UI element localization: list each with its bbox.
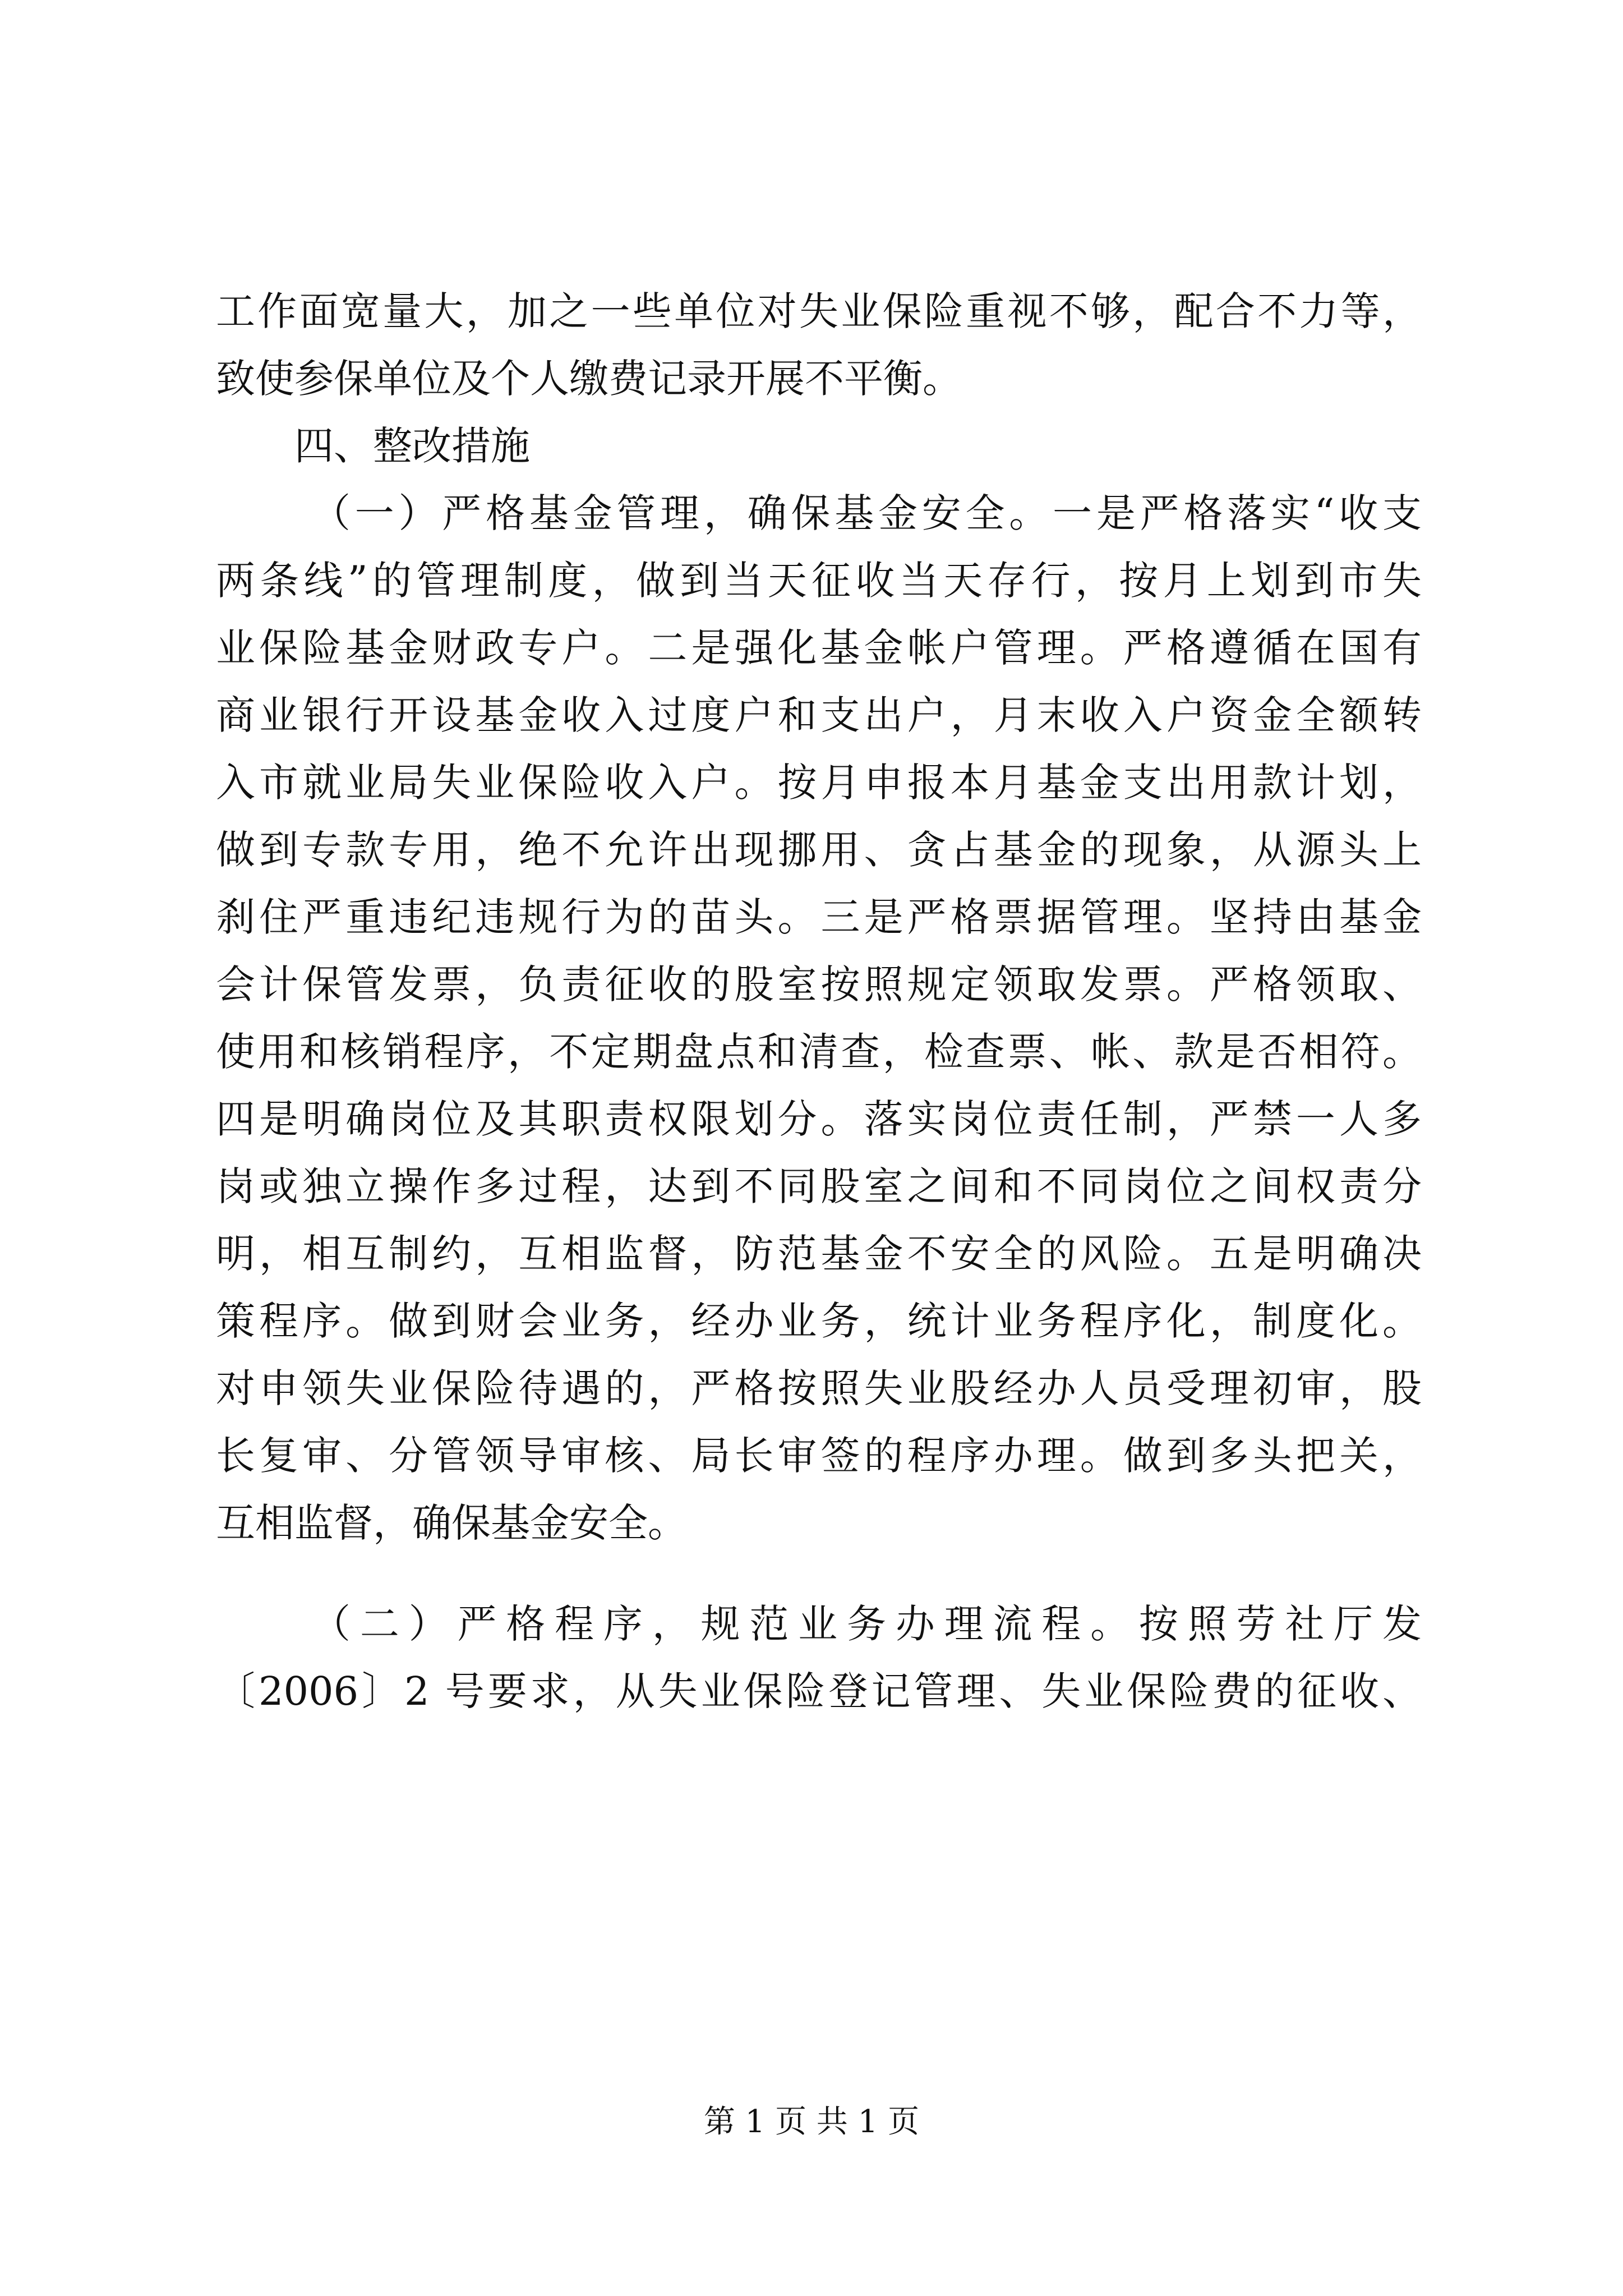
text-line: 岗或独立操作多过程，达到不同股室之间和不同岗位之间权责分 <box>216 1163 1422 1209</box>
text-line: 明，相互制约，互相监督，防范基金不安全的风险。五是明确决 <box>216 1231 1422 1277</box>
text-line: 策程序。做到财会业务，经办业务，统计业务程序化，制度化。 <box>216 1298 1422 1344</box>
text-line: 对申领失业保险待遇的，严格按照失业股经办人员受理初审，股 <box>216 1365 1422 1411</box>
text-line: 工作面宽量大，加之一些单位对失业保险重视不够，配合不力等， <box>216 288 1422 334</box>
text-line: 会计保管发票，负责征收的股室按照规定领取发票。严格领取、 <box>216 961 1422 1007</box>
text-line: 商业银行开设基金收入过度户和支出户，月末收入户资金全额转 <box>216 692 1422 738</box>
text-line: 四是明确岗位及其职责权限划分。落实岗位责任制，严禁一人多 <box>216 1096 1422 1142</box>
text-line: 业保险基金财政专户。二是强化基金帐户管理。严格遵循在国有 <box>216 625 1422 671</box>
text-line: 做到专款专用，绝不允许出现挪用、贪占基金的现象，从源头上 <box>216 827 1422 873</box>
text-line: 互相监督，确保基金安全。 <box>216 1500 687 1546</box>
section-heading: 四、整改措施 <box>294 423 530 469</box>
text-line: （一）严格基金管理，确保基金安全。一是严格落实“收支 <box>311 490 1422 536</box>
text-line: （二）严格程序，规范业务办理流程。按照劳社厅发 <box>311 1601 1422 1647</box>
text-line: 长复审、分管领导审核、局长审签的程序办理。做到多头把关， <box>216 1433 1422 1479</box>
text-line: 〔2006〕2 号要求，从失业保险登记管理、失业保险费的征收、 <box>216 1668 1422 1714</box>
text-line: 入市就业局失业保险收入户。按月申报本月基金支出用款计划， <box>216 760 1422 806</box>
text-line: 使用和核销程序，不定期盘点和清查，检查票、帐、款是否相符。 <box>216 1029 1422 1075</box>
text-line: 致使参保单位及个人缴费记录开展不平衡。 <box>216 356 962 402</box>
document-body <box>216 278 1422 1725</box>
text-line: 两条线”的管理制度，做到当天征收当天存行，按月上划到市失 <box>216 558 1422 604</box>
paragraph-gap <box>216 1557 1422 1590</box>
text-line: 刹住严重违纪违规行为的苗头。三是严格票据管理。坚持由基金 <box>216 894 1422 940</box>
page-footer: 第 1 页 共 1 页 <box>703 2104 920 2140</box>
